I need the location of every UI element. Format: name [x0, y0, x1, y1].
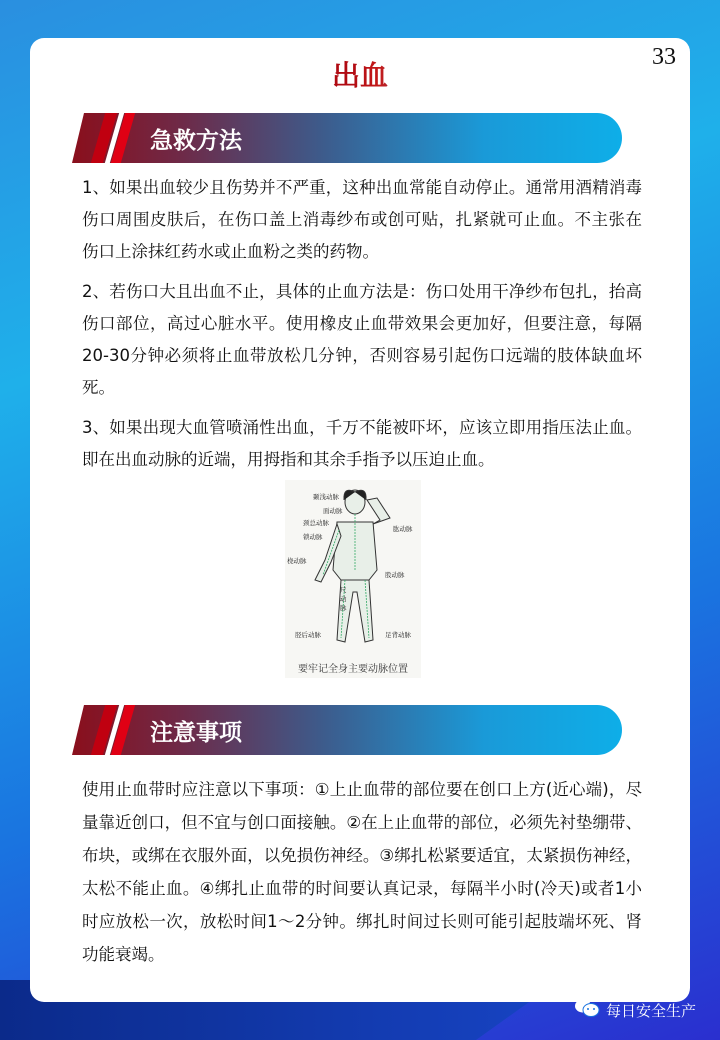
page-title: 出血: [260, 54, 460, 94]
artery-diagram: [285, 480, 421, 678]
section-heading: 注意事项: [150, 720, 242, 746]
content-card: [30, 38, 690, 1002]
paragraph: 3、如果出现大血管喷涌性出血，千万不能被吓坏，应该立即用指压法止血。即在出血动脉的近端，用拇指和其余手指予以压迫止血。: [82, 418, 642, 469]
label-brachial-artery: 肱动脉: [393, 525, 413, 533]
label-carotid-artery: 颈总动脉: [303, 519, 329, 527]
label-subclavian-artery: 锁动脉: [303, 533, 323, 541]
paragraph: 使用止血带时应注意以下事项：①上止血带的部位要在创口上方(近心端)，尽量靠近创口，但不宜与创口面接触。②在上止血带的部位，必须先衬垫绷带、布块，或绑在衣服外面，以免损伤神经。③绑扎松紧要适宜，太紧损伤神经，太松不能止血。④绑扎止血带的时间要认真记录，每隔半小时(冷天)或者1小时应放松一次，放松时间1～2分钟。绑扎时间过长则可能引起肢端坏死、肾功能衰竭。: [82, 780, 642, 964]
label-dorsalis-pedis-artery: 足背动脉: [385, 631, 411, 639]
label-ulnar-artery: 尺动脉: [340, 586, 347, 612]
label-temporal-artery: 颞浅动脉: [313, 493, 339, 501]
wechat-icon: [574, 998, 600, 1022]
page-number: 33: [652, 44, 676, 70]
section-header-precautions: [72, 705, 622, 755]
precautions-text: [82, 773, 642, 979]
paragraph: 1、如果出血较少且伤势并不严重，这种出血常能自动停止。通常用酒精消毒伤口周围皮肤后，在伤口盖上消毒纱布或创可贴，扎紧就可止血。不主张在伤口上涂抹红药水或止血粉之类的药物。: [82, 178, 642, 261]
label-radial-artery: 桡动脉: [287, 557, 307, 565]
first-aid-text: [82, 172, 642, 484]
figure-caption: 要牢记全身主要动脉位置: [298, 664, 408, 675]
label-facial-artery: 面动脉: [323, 507, 343, 515]
paragraph: 2、若伤口大且出血不止，具体的止血方法是：伤口处用干净纱布包扎，抬高伤口部位，高过心脏水平。使用橡皮止血带效果会更加好，但要注意，每隔20-30分钟必须将止血带放松几分钟，否则容易引起伤口远端的肢体缺血坏死。: [82, 282, 642, 397]
account-name: 每日安全生产: [605, 1001, 696, 1020]
section-header-first-aid: [72, 113, 622, 163]
section-heading: 急救方法: [150, 128, 242, 154]
label-posterior-tibial-artery: 胫后动脉: [295, 631, 321, 639]
account-watermark: [574, 998, 696, 1022]
label-femoral-artery: 股动脉: [385, 571, 405, 579]
